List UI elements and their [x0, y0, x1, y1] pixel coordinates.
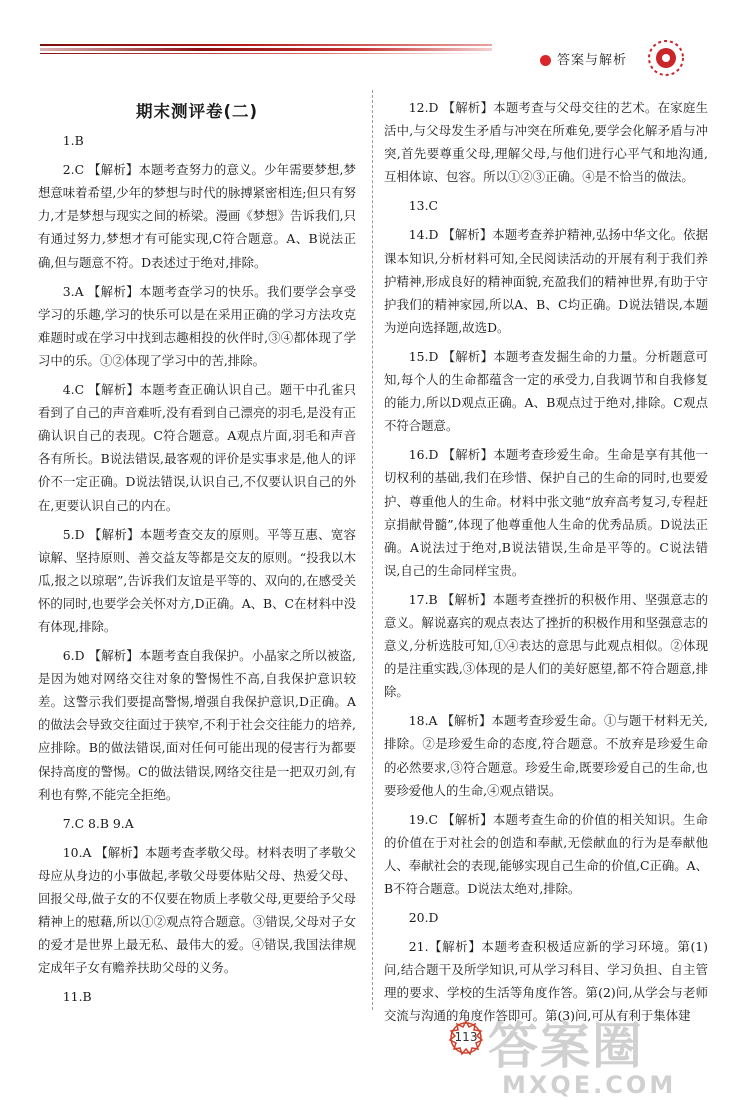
flower-logo-icon — [646, 38, 686, 78]
page-title: 期末测评卷(二) — [135, 102, 259, 121]
answer-17: 17.B 【解析】本题考查挫折的积极作用、坚强意志的意义。解说嘉宾的观点表达了挫折的积极作用和坚强意志的意义,分析选肢可知,①④表达的意思与此观点相似。②体现的是注重实践,③体现的是人们的美好愿望,都不符合题意,排除。 — [384, 591, 708, 700]
answer-3: 3.A 【解析】本题考查学习的快乐。我们要学会享受学习的乐趣,学习的快乐可以是在采用正确的学习方法攻克难题时或在学习中找到志趣相投的伙伴时,③④都体现了学习中的乐。①②体现了学习中的苦,排除。 — [38, 283, 356, 368]
watermark-line1: 答案圈 — [488, 1017, 644, 1075]
header-rule — [40, 44, 492, 56]
answer-12: 12.D 【解析】本题考查与父母交往的艺术。在家庭生活中,与父母发生矛盾与冲突在所难免,要学会化解矛盾与冲突,首先要尊重父母,理解父母,与他们进行心平气和地沟通,互相体谅、包容。所以①②③正确。④是不恰当的做法。 — [384, 100, 708, 185]
answer-11: 11.B — [62, 989, 92, 1005]
answer-10: 10.A 【解析】本题考查孝敬父母。材料表明了孝敬父母应从身边的小事做起,孝敬父母要体贴父母、热爱父母、回报父母,做子女的不仅要在物质上孝敬父母,更要给予父母精神上的慰藉,所以①②观点符合题意。③错误,父母对子女的爱才是世界上最无私、最伟大的爱。④错误,我国法律规定成年子女有赡养扶助父母的义务。 — [38, 844, 356, 976]
column-divider — [372, 90, 373, 1010]
answer-15: 15.D 【解析】本题考查发掘生命的力量。分析题意可知,每个人的生命都蕴含一定的承受力,自我调节和自我修复的能力,所以D观点正确。A、B观点过于绝对,排除。C观点不符合题意。 — [384, 348, 708, 434]
answer-21: 21.【解析】本题考查积极适应新的学习环境。第(1)问,结合题干及所学知识,可从学习科目、学习负担、自主管理的要求、学校的生活等角度作答。第(2)问,从学会与老师交流与沟通的角度作答即可。第(3)问,可从有利于集体建 — [384, 939, 708, 1024]
watermark — [488, 1017, 677, 1099]
section-label: 答案与解析 — [557, 53, 628, 68]
answer-14: 14.D 【解析】本题考查养护精神,弘扬中华文化。依据课本知识,分析材料可知,全民阅读活动的开展有利于我们养护精神,形成良好的精神面貌,充盈我们的精神世界,有助于守护我们的精神家园,所以A、B、C均正确。D说法错误,本题为逆向选择题,故选D。 — [384, 227, 708, 335]
left-column — [38, 96, 356, 1014]
answer-1: 1.B — [62, 133, 84, 149]
answer-7-9: 7.C 8.B 9.A — [62, 815, 134, 831]
right-column — [384, 96, 708, 1034]
answer-2: 2.C 【解析】本题考查努力的意义。少年需要梦想,梦想意味着希望,少年的梦想与时代的脉搏紧密相连;但只有努力,才是梦想与现实之间的桥梁。漫画《梦想》告诉我们,只有通过努力,梦想才有可能实现,C符合题意。A、B说法正确,但与题意不符。D表述过于绝对,排除。 — [38, 162, 356, 270]
answer-19: 19.C 【解析】本题考查生命的价值的相关知识。生命的价值在于对社会的创造和奉献,无偿献血的行为是奉献他人、奉献社会的表现,能够实现自己生命的价值,C正确。A、B不符合题意。D说法太绝对,排除。 — [384, 811, 708, 896]
answer-4: 4.C 【解析】本题考查正确认识自己。题干中孔雀只看到了自己的声音难听,没有看到自己漂亮的羽毛,是没有正确认识自己的表现。C符合题意。A观点片面,羽毛和声音各有所长。B说法错误,最客观的评价是实事求是,他人的评价不一定正确。D说法错误,认识自己,不仅要认识自己的外在,更要认识自己的内在。 — [38, 382, 356, 513]
answer-18: 18.A 【解析】本题考查珍爱生命。①与题干材料无关,排除。②是珍爱生命的态度,符合题意。不放弃是珍爱生命的必然要求,③符合题意。珍爱生命,既要珍爱自己的生命,也要珍爱他人的生命,④观点错误。 — [384, 713, 708, 798]
watermark-line2: MXQE.COM — [502, 1071, 677, 1099]
section-dot-icon — [540, 55, 551, 66]
answer-20: 20.D — [408, 910, 439, 926]
answer-16: 16.D 【解析】本题考查珍爱生命。生命是享有其他一切权利的基础,我们在珍惜、保护自己的生命的同时,也要爱护、尊重他人的生命。材料中张文驰“放弃高考复习,专程赶京捐献骨髓”,体现了他尊重他人生命的优秀品质。D说法正确。A说法过于绝对,B说法错误,生命是平等的。C说法错误,自己的生命同样宝贵。 — [384, 447, 708, 578]
page-number: 113 — [454, 1030, 478, 1044]
answer-6: 6.D 【解析】本题考查自我保护。小晶家之所以被盗,是因为她对网络交往对象的警惕性不高,自我保护意识较差。这警示我们要提高警惕,增强自我保护意识,D正确。A的做法会导致交往面过于狭窄,不利于社会交往能力的培养,应排除。B的做法错误,面对任何可能出现的侵害行为都要保持高度的警惕。C的做法错误,网络交往是一把双刃剑,有利也有弊,不能完全拒绝。 — [38, 648, 356, 802]
answer-5: 5.D 【解析】本题考查交友的原则。平等互惠、宽容谅解、坚持原则、善交益友等都是交友的原则。“投我以木瓜,报之以琼琚”,告诉我们友谊是平等的、双向的,在感受关怀的同时,也要学会关怀对方,D正确。A、B、C在材料中没有体现,排除。 — [38, 526, 356, 634]
answer-13: 13.C — [408, 198, 438, 214]
